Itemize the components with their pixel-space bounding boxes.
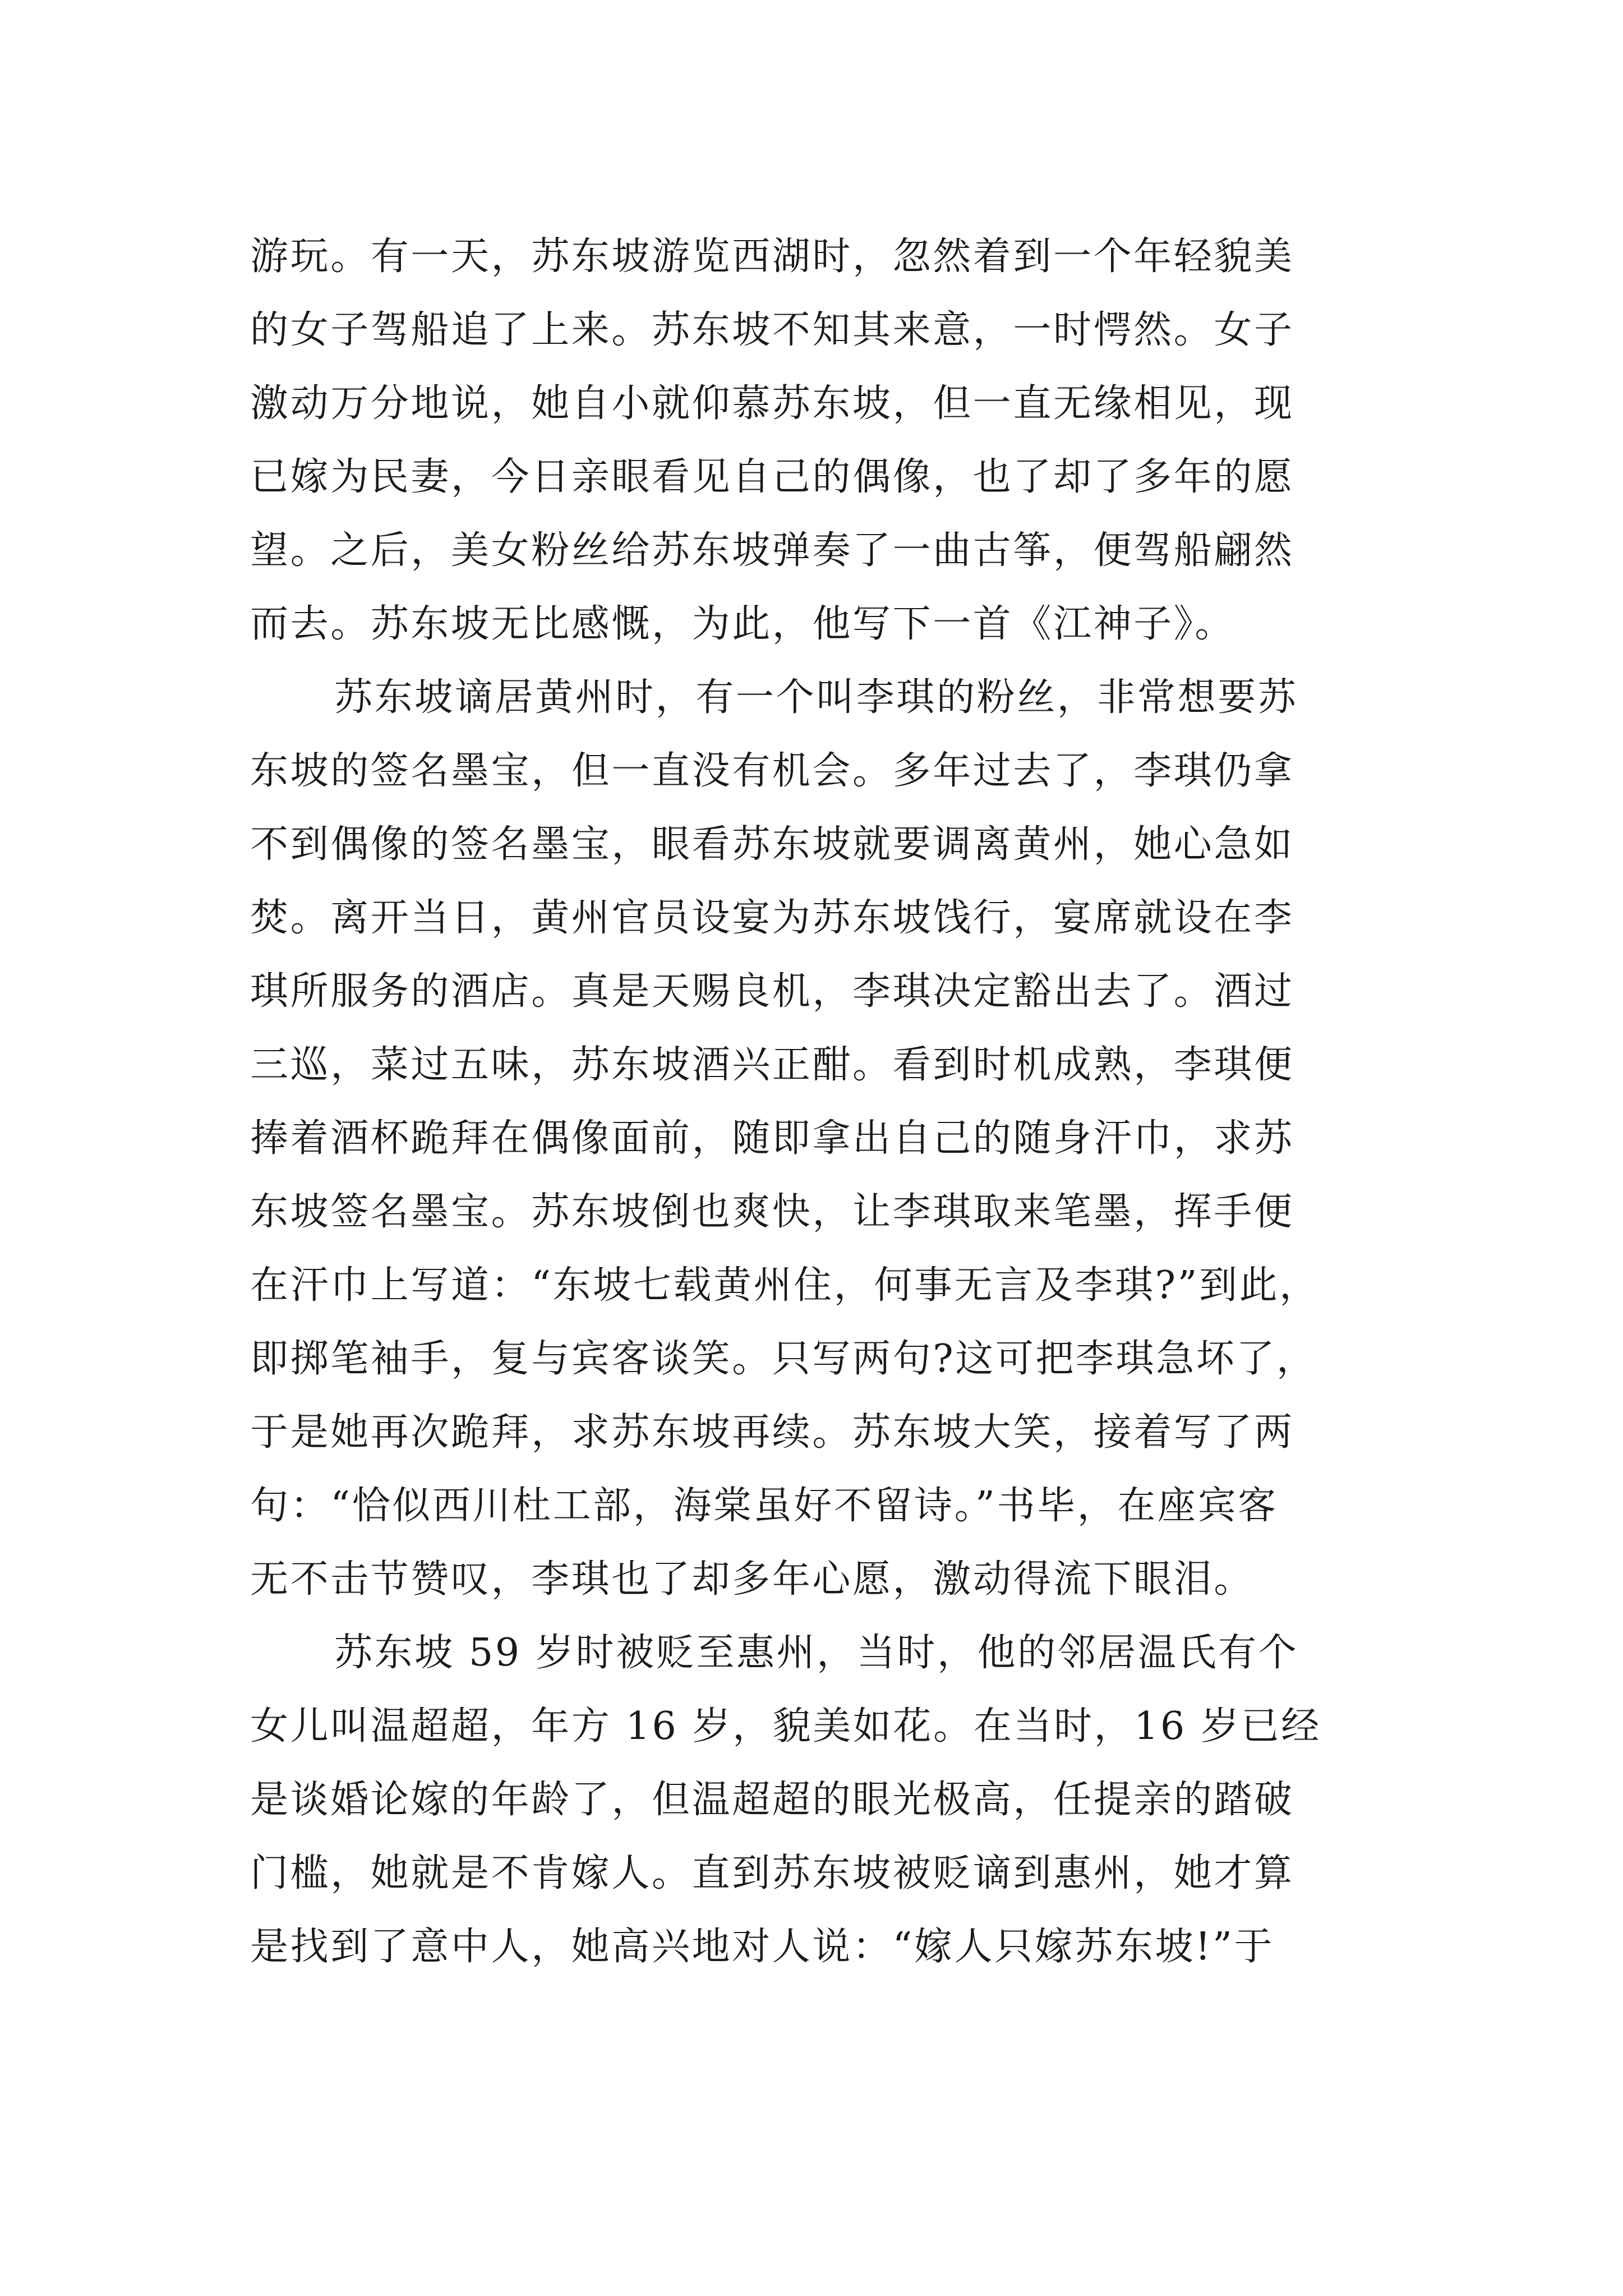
text-line: 是谈婚论嫁的年龄了，但温超超的眼光极高，任提亲的踏破 — [250, 1778, 1294, 1822]
text-line: 三巡，菜过五味，苏东坡酒兴正酣。看到时机成熟，李琪便 — [250, 1043, 1294, 1087]
text-line: 望。之后，美女粉丝给苏东坡弹奏了一曲古筝，便驾船翩然 — [250, 528, 1294, 573]
text-line: 门槛，她就是不肯嫁人。直到苏东坡被贬谪到惠州，她才算 — [250, 1851, 1294, 1895]
text-line: 不到偶像的签名墨宝，眼看苏东坡就要调离黄州，她心急如 — [250, 822, 1294, 867]
text-line: 琪所服务的酒店。真是天赐良机，李琪决定豁出去了。酒过 — [250, 969, 1294, 1014]
text-line: 焚。离开当日，黄州官员设宴为苏东坡饯行，宴席就设在李 — [250, 896, 1294, 940]
text-line: 女儿叫温超超，年方 16 岁，貌美如花。在当时，16 岁已经 — [250, 1704, 1321, 1749]
paragraph-first-line: 苏东坡 59 岁时被贬至惠州，当时，他的邻居温氏有个 — [334, 1631, 1299, 1675]
text-line: 游玩。有一天，苏东坡游览西湖时，忽然着到一个年轻貌美 — [250, 234, 1294, 279]
text-line: 捧着酒杯跪拜在偶像面前，随即拿出自己的随身汗巾，求苏 — [250, 1116, 1294, 1161]
text-line: 激动万分地说，她自小就仰慕苏东坡，但一直无缘相见，现 — [250, 381, 1294, 426]
text-line: 即掷笔袖手，复与宾客谈笑。只写两句?这可把李琪急坏了， — [250, 1337, 1317, 1381]
text-line: 的女子驾船追了上来。苏东坡不知其来意，一时愕然。女子 — [250, 308, 1294, 352]
text-line: 句：“恰似西川杜工部，海棠虽好不留诗。”书毕，在座宾客 — [250, 1484, 1278, 1528]
text-line: 于是她再次跪拜，求苏东坡再续。苏东坡大笑，接着写了两 — [250, 1410, 1294, 1455]
text-line: 在汗巾上写道：“东坡七载黄州住，何事无言及李琪?”到此， — [250, 1263, 1320, 1308]
text-line: 是找到了意中人，她高兴地对人说：“嫁人只嫁苏东坡!”于 — [250, 1925, 1275, 1969]
text-line: 已嫁为民妻，今日亲眼看见自己的偶像，也了却了多年的愿 — [250, 455, 1294, 499]
text-line: 而去。苏东坡无比感慨，为此，他写下一首《江神子》。 — [250, 602, 1235, 646]
paragraph-first-line: 苏东坡谪居黄州时，有一个叫李琪的粉丝，非常想要苏 — [334, 675, 1298, 720]
text-line: 东坡签名墨宝。苏东坡倒也爽快，让李琪取来笔墨，挥手便 — [250, 1190, 1294, 1234]
document-page — [250, 220, 1394, 1984]
text-line: 东坡的签名墨宝，但一直没有机会。多年过去了，李琪仍拿 — [250, 749, 1294, 793]
text-line: 无不击节赞叹，李琪也了却多年心愿，激动得流下眼泪。 — [250, 1557, 1255, 1602]
